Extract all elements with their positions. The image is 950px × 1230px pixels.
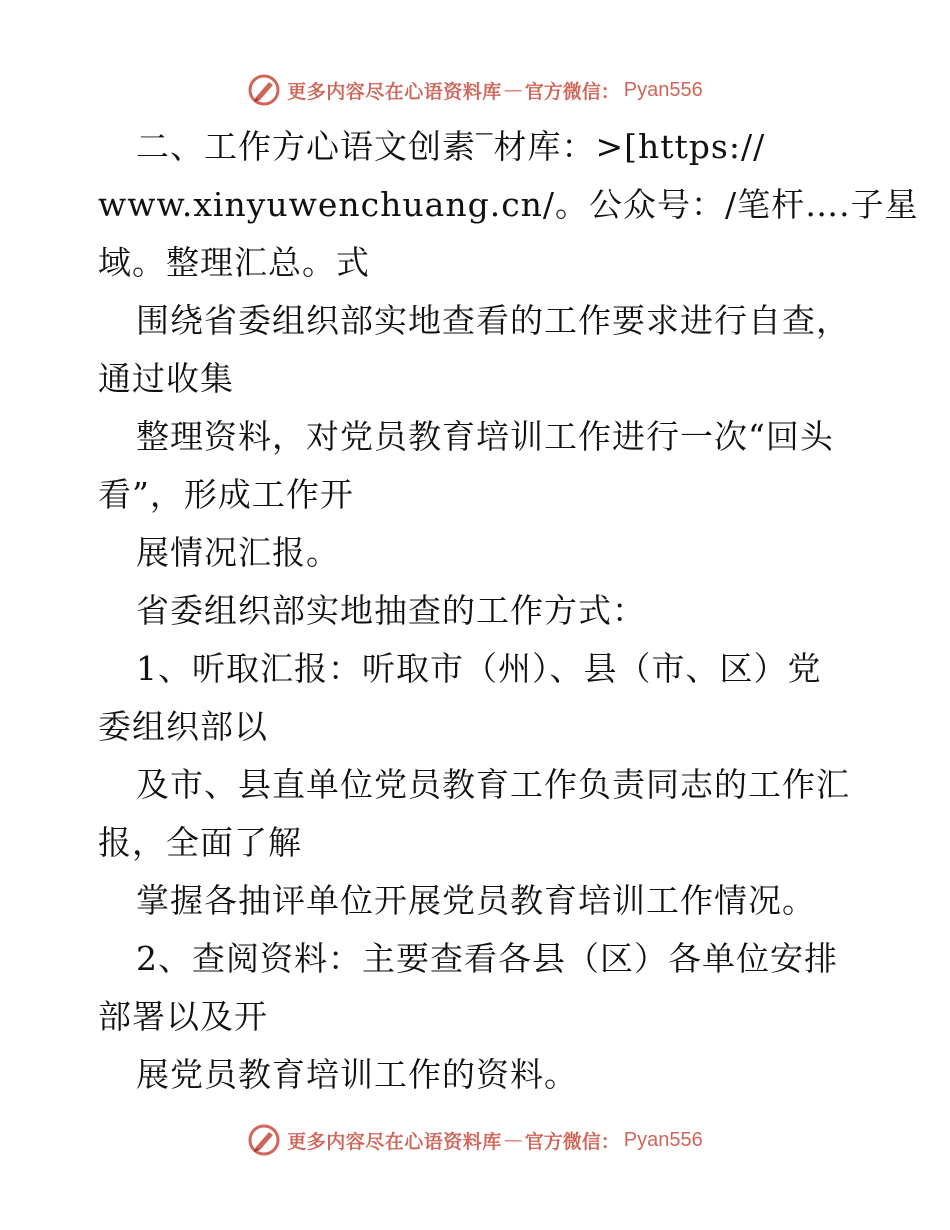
footer-watermark bbox=[0, 1120, 950, 1160]
paragraph-line: 委组织部以 bbox=[98, 707, 268, 746]
watermark-main-text: 更多内容尽在心语资料库 bbox=[287, 80, 502, 103]
paragraph-line: 围绕省委组织部实地查看的工作要求进行自查， bbox=[136, 301, 850, 340]
pen-logo-icon bbox=[247, 73, 281, 107]
paragraph-line: 域。整理汇总。式 bbox=[98, 243, 370, 282]
watermark-wechat-id: Pyan556 bbox=[623, 1128, 703, 1151]
watermark-main-text: 更多内容尽在心语资料库 bbox=[287, 1130, 502, 1153]
paragraph-line: 展情况汇报。 bbox=[136, 533, 340, 572]
paragraph-line: www.xinyuwenchuang.cn/。公众号：/笔杆….子星 bbox=[98, 185, 919, 224]
paragraph-line: 1、听取汇报：听取市（州）、县（市、区）党 bbox=[136, 649, 822, 688]
paragraph-line: 看”，形成工作开 bbox=[98, 475, 354, 514]
paragraph-line: 二、工作方心语文创素‾材库：>[https:// bbox=[136, 127, 766, 166]
paragraph-line: 报，全面了解 bbox=[98, 823, 302, 862]
paragraph-line: 部署以及开 bbox=[98, 997, 268, 1036]
header-watermark bbox=[0, 70, 950, 110]
watermark-official-label: 官方微信： bbox=[524, 80, 620, 103]
watermark-wechat-id: Pyan556 bbox=[623, 78, 703, 101]
watermark-separator: — bbox=[503, 1129, 523, 1151]
paragraph-line: 2、查阅资料：主要查看各县（区）各单位安排 bbox=[136, 939, 838, 978]
watermark-official-label: 官方微信： bbox=[524, 1130, 620, 1153]
paragraph-line: 及市、县直单位党员教育工作负责同志的工作汇 bbox=[136, 765, 850, 804]
watermark-separator: — bbox=[503, 79, 523, 101]
paragraph-line: 通过收集 bbox=[98, 359, 234, 398]
paragraph-line: 展党员教育培训工作的资料。 bbox=[136, 1055, 578, 1094]
paragraph-line: 省委组织部实地抽查的工作方式： bbox=[136, 591, 646, 630]
pen-logo-icon bbox=[247, 1123, 281, 1157]
paragraph-line: 整理资料，对党员教育培训工作进行一次“回头 bbox=[136, 417, 834, 456]
paragraph-line: 掌握各抽评单位开展党员教育培训工作情况。 bbox=[136, 881, 816, 920]
